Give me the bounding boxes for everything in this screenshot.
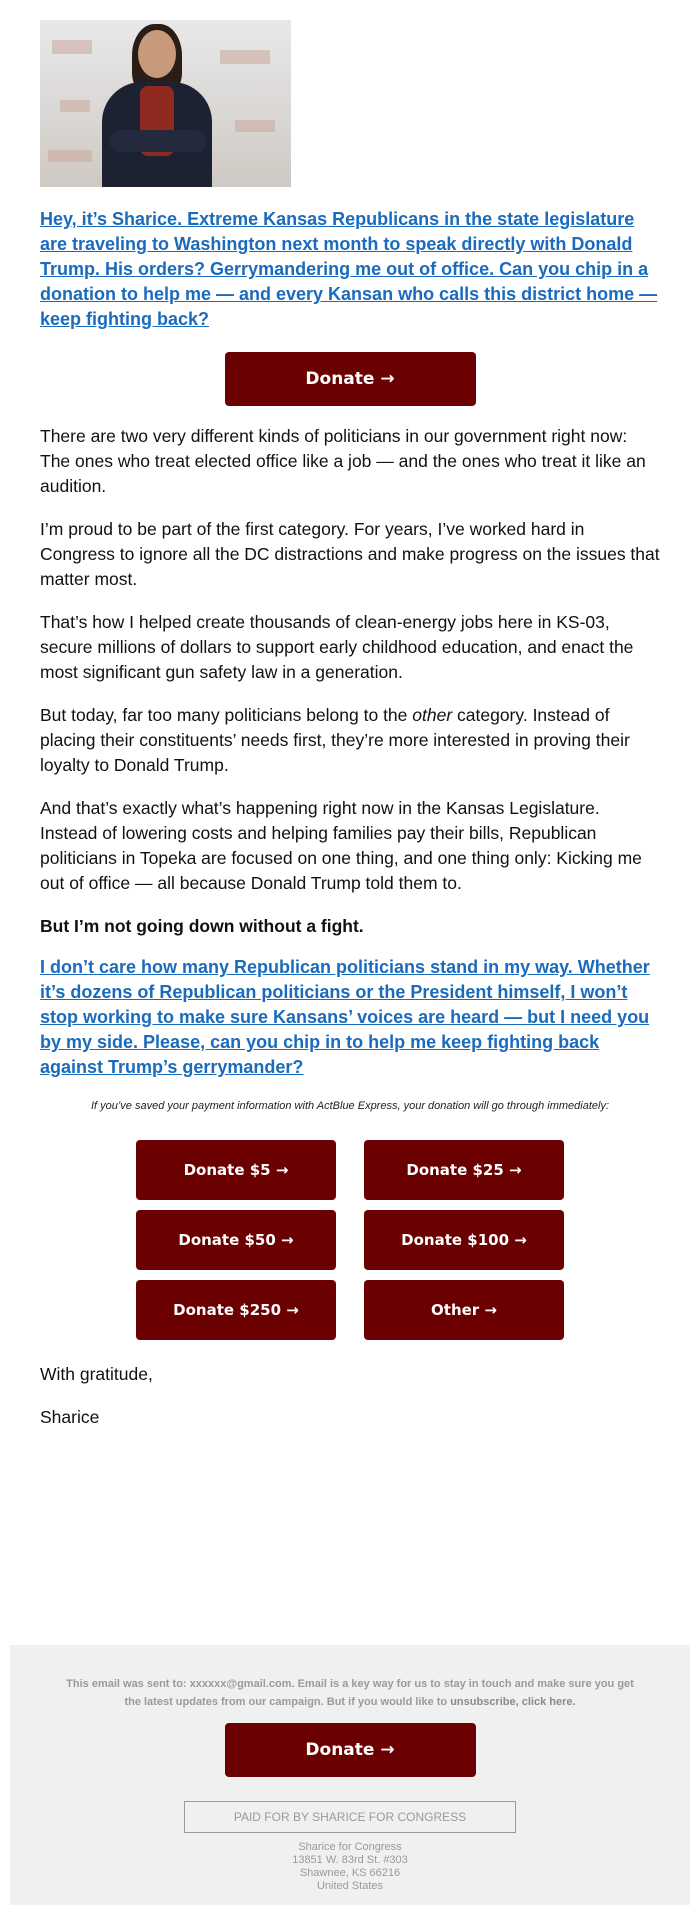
para4-before: But today, far too many politicians belong to the bbox=[40, 705, 413, 725]
address-line: Shawnee, KS 66216 bbox=[299, 1867, 401, 1879]
signature: Sharice bbox=[40, 1407, 100, 1427]
donate-25-button[interactable]: Donate $25 → bbox=[364, 1140, 564, 1200]
body-paragraph-3: That’s how I helped create thousands of clean-energy jobs here in KS-03, secure millions of dollars to support early childhood education, and enact the most significant gun safety law in a generation. bbox=[40, 612, 634, 682]
para4-after: category. Instead of placing their constituents’ needs first, they’re more interested in proving their loyalty to Donald Trump. bbox=[40, 705, 630, 775]
donate-other-button[interactable]: Other → bbox=[364, 1280, 564, 1340]
donate-amount-grid bbox=[136, 1140, 564, 1340]
footer-sent-body: . Email is a key way for us to stay in touch and make sure you get the latest updates from our campaign. But if you would like to bbox=[124, 1678, 634, 1708]
donate-button[interactable]: Donate → bbox=[225, 352, 476, 406]
body-paragraph-2: I’m proud to be part of the first category. For years, I’ve worked hard in Congress to ignore all the DC distractions and make progress on the issues that matter most. bbox=[40, 519, 660, 589]
candidate-photo bbox=[40, 20, 291, 187]
email-footer bbox=[10, 1645, 690, 1905]
footer-sent-prefix: This email was sent to: bbox=[66, 1678, 190, 1690]
body-paragraph-1: There are two very different kinds of politicians in our government right now: The ones who treat elected office like a job — and the ones who treat it like an audition. bbox=[40, 426, 646, 496]
paid-for-disclaimer: PAID FOR BY SHARICE FOR CONGRESS bbox=[184, 1801, 516, 1833]
email-content bbox=[40, 20, 660, 1430]
address-line: Sharice for Congress bbox=[298, 1841, 402, 1853]
footer-notice bbox=[60, 1675, 640, 1711]
donate-50-button[interactable]: Donate $50 → bbox=[136, 1210, 336, 1270]
footer-email: xxxxxx@gmail.com bbox=[189, 1678, 292, 1690]
lead-donation-link[interactable]: Hey, it’s Sharice. Extreme Kansas Republicans in the state legislature are traveling to Washington next month to speak directly with Donald Trump. His orders? Gerrymandering me out of office. Can you chip in a donation to help me — and every Kansan who calls this district home — keep fighting back? bbox=[40, 209, 658, 329]
cta-donation-link[interactable]: I don’t care how many Republican politicians stand in my way. Whether it’s dozens of Republican politicians or the President himself, I won’t stop working to make sure Kansans’ voices are heard — but I need you by my side. Please, can you chip in to help me keep fighting back against Trump’s gerrymander? bbox=[40, 957, 650, 1077]
donate-250-button[interactable]: Donate $250 → bbox=[136, 1280, 336, 1340]
closing-line: With gratitude, bbox=[40, 1364, 153, 1384]
address-line: 13851 W. 83rd St. #303 bbox=[292, 1854, 408, 1866]
body-paragraph-5: And that’s exactly what’s happening right now in the Kansas Legislature. Instead of lowering costs and helping families pay their bills, Republican politicians in Topeka are focused on one thing, and one thing only: Kicking me out of office — all because Donald Trump told them to. bbox=[40, 798, 642, 893]
bold-statement: But I’m not going down without a fight. bbox=[40, 916, 364, 936]
donate-5-button[interactable]: Donate $5 → bbox=[136, 1140, 336, 1200]
para4-emphasis: other bbox=[412, 705, 453, 725]
actblue-express-note: If you’ve saved your payment information with ActBlue Express, your donation will go through immediately: bbox=[90, 1100, 610, 1112]
donate-100-button[interactable]: Donate $100 → bbox=[364, 1210, 564, 1270]
body-paragraph-4 bbox=[40, 703, 660, 778]
address-line: United States bbox=[316, 1880, 384, 1892]
footer-donate-button[interactable]: Donate → bbox=[225, 1723, 476, 1777]
mailing-address bbox=[10, 1841, 690, 1893]
unsubscribe-link[interactable]: unsubscribe, click here. bbox=[450, 1696, 576, 1708]
